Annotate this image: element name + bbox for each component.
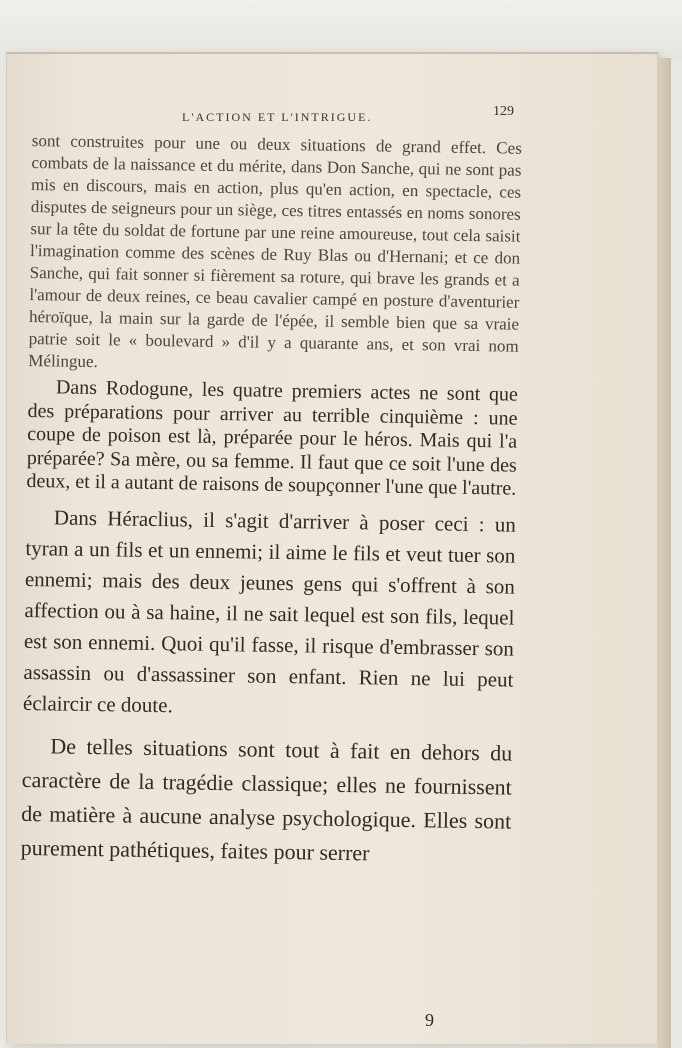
- signature-mark: 9: [425, 1010, 434, 1030]
- page-edge: [657, 58, 671, 1048]
- paragraph-1: sont construites pour une ou deux situations de grand effet. Ces combats de la naissance et du mérite, dans Don Sanche, qui ne sont pas mis en discours, mais en action, plus qu'en action, en spectacle, ces disputes de seigneurs pour un siège, ces titres entassés en noms sonores sur la tête du soldat de fortune par une reine amoureuse, tout cela saisit l'imagination comme des scènes de Ruy Blas ou d'Hernani; et ce don Sanche, qui fait sonner si fièrement sa roture, qui brave les grands et a l'amour de deux reines, ce beau cavalier campé en posture d'aventurier héroïque, la main sur la garde de l'épée, il semble bien que sa vraie patrie soit le « boulevard » d'il y a quarante ans, et son vrai nom Mélingue.: [28, 130, 522, 372]
- page-number: 129: [493, 104, 514, 119]
- running-head: L'ACTION ET L'INTRIGUE.: [182, 110, 373, 124]
- paragraph-3: Dans Héraclius, il s'agit d'arriver à poser ceci : un tyran a un fils et un ennemi; il aime le fils et veut tuer son ennemi; mais des deux jeunes gens qui s'offrent à son affection ou à sa haine, il ne sait lequel est son fils, lequel est son ennemi. Quoi qu'il fasse, il risque d'embrasser son assassin ou d'assassiner son enfant. Rien ne lui peut éclaircir ce doute.: [22, 504, 517, 717]
- body-text: [20, 130, 521, 872]
- paragraph-4: De telles situations sont tout à fait en dehors du caractère de la tragédie classique; elles ne fournissent de matière à aucune analyse psychologique. Elles sont purement pathétiques, faites pour serrer: [20, 732, 513, 865]
- background-surface: [0, 0, 682, 60]
- page-header: [182, 104, 514, 124]
- paragraph-2: Dans Rodogune, les quatre premiers actes ne sont que des préparations pour arriver au terrible cinquième : une coupe de poison est là, préparée pour le héros. Mais qui l'a préparée? Sa mère, ou sa femme. Il faut que ce soit l'une des deux, et il a autant de raisons de soupçonner l'une que l'autre.: [26, 376, 519, 500]
